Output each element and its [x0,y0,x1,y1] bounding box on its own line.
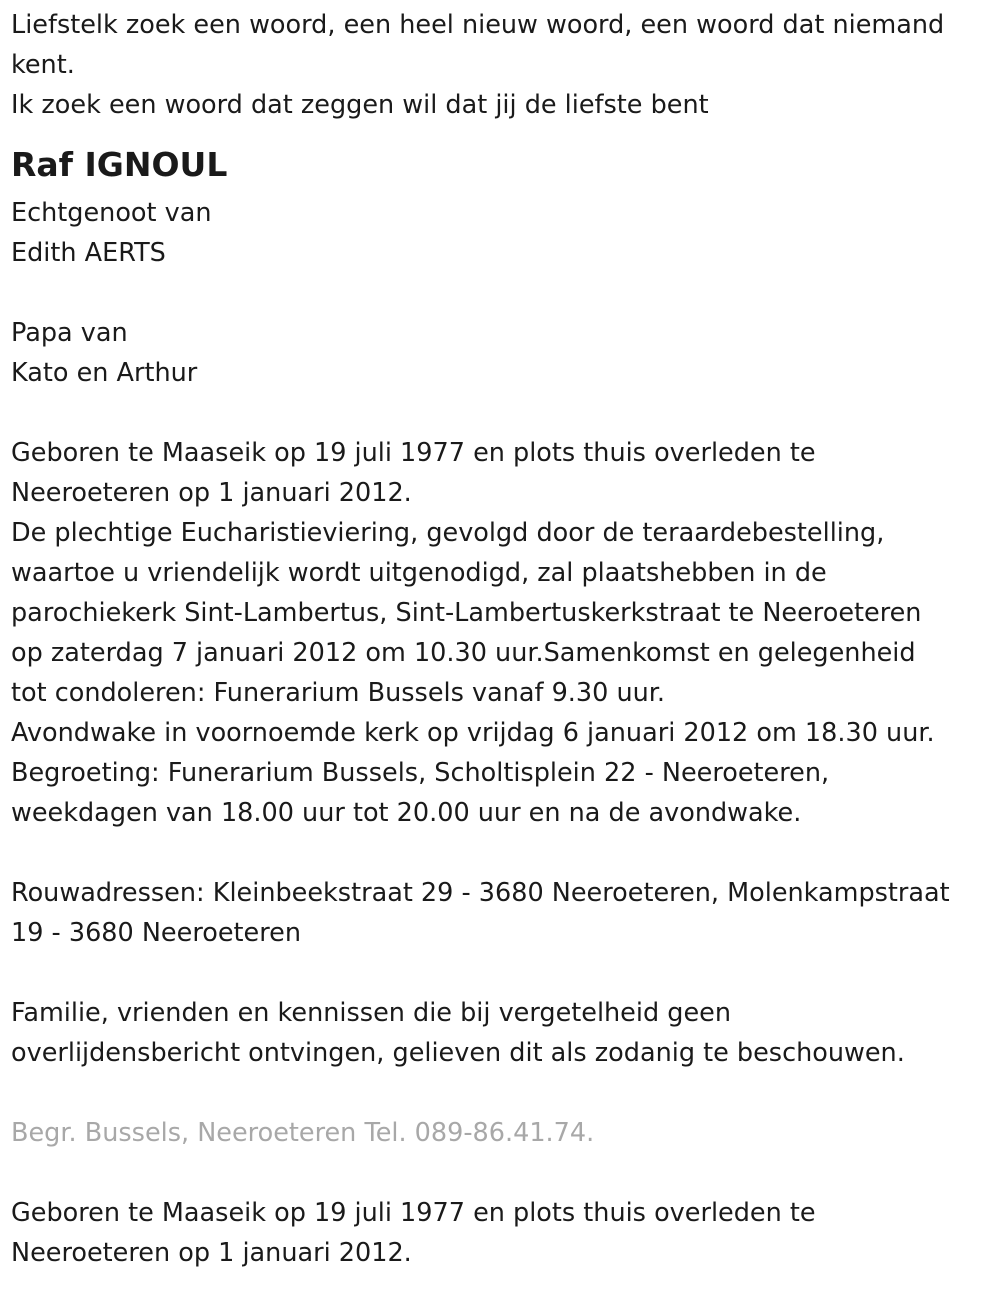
details-line: Begroeting: Funerarium Bussels, Scholtisplein 22 - Neeroeteren, [11,758,830,788]
notice-line: Familie, vrienden en kennissen die bij vergetelheid geen [11,998,731,1028]
details-block [11,433,996,833]
notice-line: overlijdensbericht ontvingen, gelieven dit als zodanig te beschouwen. [11,1038,905,1068]
funeral-home-contact: Begr. Bussels, Neeroeteren Tel. 089-86.41.74. [11,1118,595,1148]
details-line: op zaterdag 7 januari 2012 om 10.30 uur.Samenkomst en gelegenheid [11,638,916,668]
spouse-label: Echtgenoot van [11,198,212,228]
details-line: De plechtige Eucharistieviering, gevolgd door de teraardebestelling, [11,518,885,548]
deceased-name: Raf IGNOUL [11,145,228,184]
spacer [11,1073,996,1113]
poem-line: kent. [11,50,75,80]
spouse-name: Edith AERTS [11,238,166,268]
spacer [11,273,996,313]
children-label: Papa van [11,318,128,348]
repeat-block [11,1193,996,1273]
addresses-line: Rouwadressen: Kleinbeekstraat 29 - 3680 Neeroeteren, Molenkampstraat [11,878,950,908]
children-names: Kato en Arthur [11,358,198,388]
details-line: parochiekerk Sint-Lambertus, Sint-Lambertuskerkstraat te Neeroeteren [11,598,922,628]
details-line: Geboren te Maaseik op 19 juli 1977 en plots thuis overleden te [11,438,816,468]
repeat-line: Neeroeteren op 1 januari 2012. [11,1238,412,1268]
addresses-block [11,873,996,953]
addresses-line: 19 - 3680 Neeroeteren [11,918,301,948]
details-line: weekdagen van 18.00 uur tot 20.00 uur en na de avondwake. [11,798,802,828]
spacer [11,953,996,993]
obituary-document [11,5,996,1273]
details-line: tot condoleren: Funerarium Bussels vanaf 9.30 uur. [11,678,666,708]
spacer [11,833,996,873]
children-block [11,313,996,393]
details-line: Avondwake in voornoemde kerk op vrijdag 6 januari 2012 om 18.30 uur. [11,718,935,748]
notice-block [11,993,996,1073]
poem-line: Liefstelk zoek een woord, een heel nieuw woord, een woord dat niemand [11,10,945,40]
details-line: Neeroeteren op 1 januari 2012. [11,478,412,508]
spouse-block [11,193,996,273]
poem-line: Ik zoek een woord dat zeggen wil dat jij de liefste bent [11,90,709,120]
spacer [11,393,996,433]
repeat-line: Geboren te Maaseik op 19 juli 1977 en plots thuis overleden te [11,1198,816,1228]
spacer [11,1153,996,1193]
details-line: waartoe u vriendelijk wordt uitgenodigd, zal plaatshebben in de [11,558,827,588]
poem-block [11,5,996,125]
